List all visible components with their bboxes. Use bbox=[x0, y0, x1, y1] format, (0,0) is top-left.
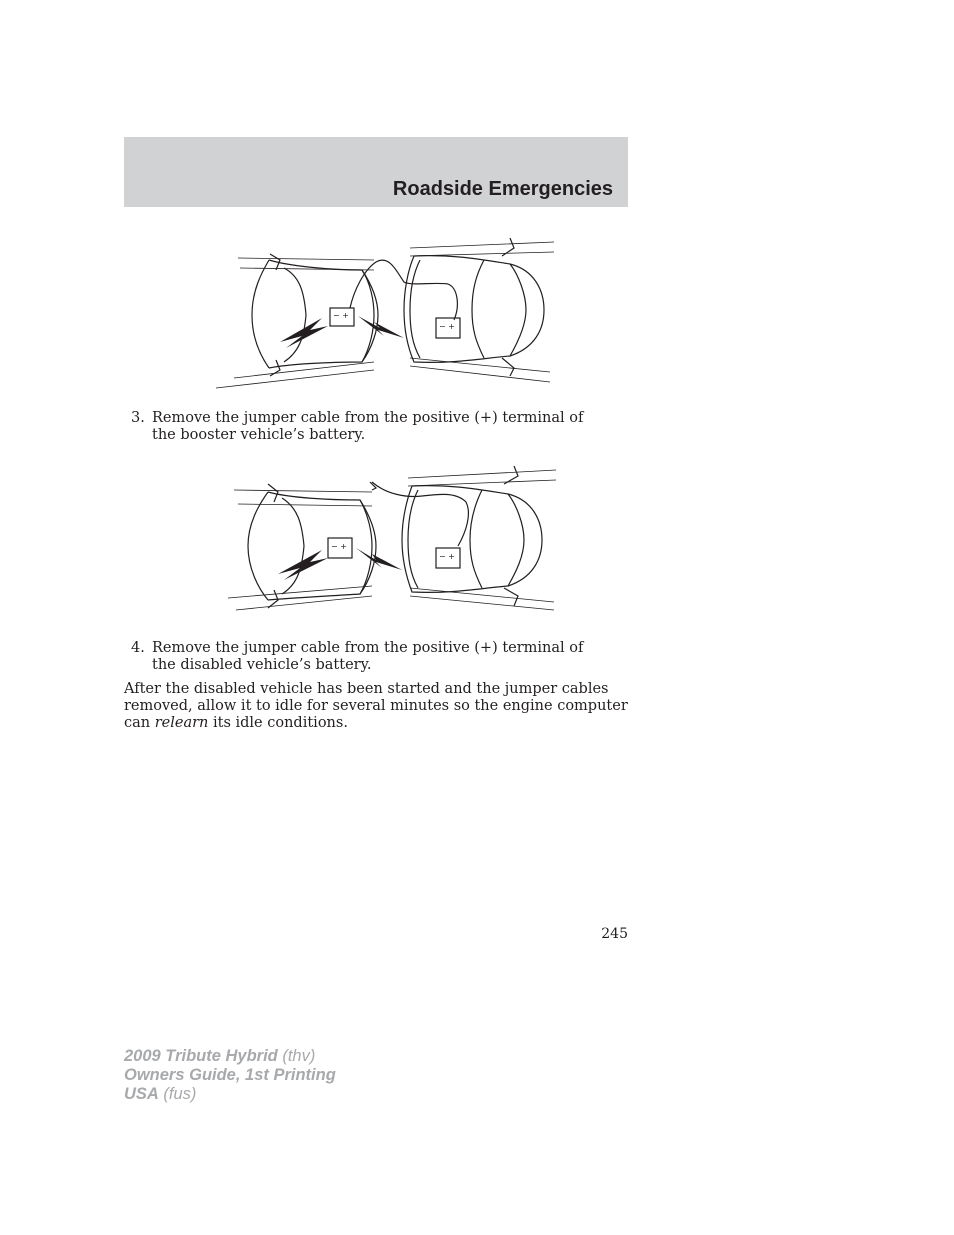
paragraph-emphasis: relearn bbox=[154, 715, 209, 731]
spark-icon bbox=[358, 316, 404, 338]
footer-market: USA bbox=[124, 1085, 159, 1103]
step-text: Remove the jumper cable from the positive (+) terminal of the booster vehicle’s battery. bbox=[152, 410, 584, 443]
battery-icon-right bbox=[436, 318, 460, 338]
footer-edition: Owners Guide, 1st Printing bbox=[124, 1066, 336, 1084]
spark-icon bbox=[356, 548, 402, 570]
footer-model-code: (thv) bbox=[277, 1047, 316, 1065]
battery-left-terminals: − + bbox=[331, 542, 347, 551]
right-car-icon bbox=[402, 466, 556, 610]
page-number: 245 bbox=[601, 926, 628, 942]
jumper-cable bbox=[372, 482, 468, 546]
paragraph-text-before: After the disabled vehicle has been started and the jumper cables removed, allow it to idle for several minutes so the engine computer can bbox=[124, 681, 628, 731]
step-number: 4. bbox=[131, 640, 145, 656]
battery-right-terminals: − + bbox=[439, 552, 455, 561]
right-car-icon bbox=[404, 238, 554, 382]
jumper-cable-diagram-1 bbox=[214, 230, 560, 396]
left-car-icon bbox=[228, 484, 376, 610]
footer-publication-info bbox=[124, 1047, 336, 1104]
battery-icon-right bbox=[436, 548, 460, 568]
battery-right-terminals: − + bbox=[439, 322, 455, 331]
step-text: Remove the jumper cable from the positive (+) terminal of the disabled vehicle’s battery. bbox=[152, 640, 584, 673]
section-header-bar bbox=[124, 137, 628, 207]
battery-icon-left bbox=[328, 538, 352, 558]
footer-model: 2009 Tribute Hybrid bbox=[124, 1047, 278, 1065]
battery-left-terminals: − + bbox=[333, 311, 349, 320]
battery-icon-left bbox=[330, 308, 354, 326]
footer-market-code: (fus) bbox=[158, 1085, 197, 1103]
jumper-cable-diagram-2 bbox=[226, 462, 560, 622]
body-paragraph bbox=[124, 681, 628, 732]
step-number: 3. bbox=[131, 410, 145, 426]
spark-icon bbox=[280, 318, 328, 348]
paragraph-text-after: its idle conditions. bbox=[208, 715, 348, 731]
section-title: Roadside Emergencies bbox=[392, 178, 613, 200]
step-4 bbox=[131, 640, 601, 674]
step-3 bbox=[131, 410, 601, 444]
